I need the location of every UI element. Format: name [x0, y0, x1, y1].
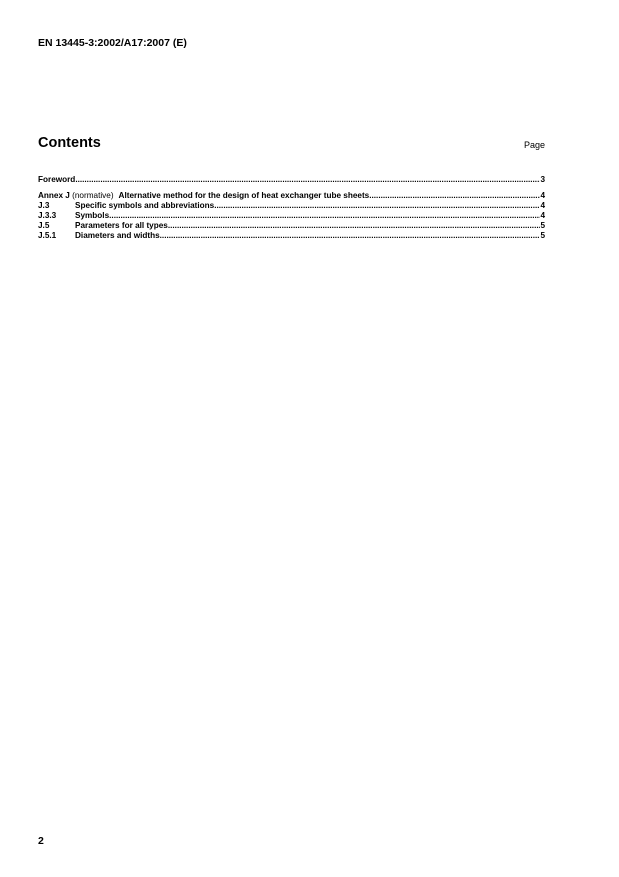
- document-header: EN 13445-3:2002/A17:2007 (E): [38, 37, 187, 49]
- toc-entry-number: J.3: [38, 201, 50, 210]
- toc-entry-annex-j[interactable]: [38, 191, 545, 201]
- toc-annex-label: [38, 191, 119, 201]
- toc-entry-title: Parameters for all types: [75, 221, 168, 230]
- toc-entry-title: Foreword: [38, 175, 76, 184]
- toc-entry-j3[interactable]: [38, 201, 545, 211]
- toc-leader-dots: [168, 221, 541, 231]
- toc-leader-dots: [75, 175, 540, 185]
- table-of-contents: [38, 175, 545, 241]
- toc-entry-page: 4: [540, 211, 545, 220]
- toc-entry-page: 4: [540, 201, 545, 210]
- toc-entry-number: J.3.3: [38, 211, 57, 220]
- page-column-label: Page: [523, 140, 545, 150]
- toc-leader-dots: [369, 191, 540, 201]
- annex-normative-note: (normative): [72, 191, 114, 200]
- toc-leader-dots: [214, 201, 540, 211]
- toc-entry-j5[interactable]: [38, 221, 545, 231]
- toc-entry-page: 4: [540, 191, 545, 200]
- toc-entry-page: 5: [540, 231, 545, 240]
- page-number: 2: [38, 835, 44, 847]
- toc-entry-page: 3: [540, 175, 545, 184]
- toc-entry-number: J.5: [38, 221, 50, 230]
- toc-entry-page: 5: [540, 221, 545, 230]
- toc-entry-title: Symbols: [75, 211, 110, 220]
- toc-entry-j5-1[interactable]: [38, 231, 545, 241]
- toc-entry-title: Diameters and widths: [75, 231, 160, 240]
- contents-heading: Contents: [38, 135, 101, 151]
- toc-entry-title: Specific symbols and abbreviations: [75, 201, 215, 210]
- toc-entry-title: Alternative method for the design of heat exchanger tube sheets: [118, 191, 370, 200]
- toc-entry-number: J.5.1: [38, 231, 57, 240]
- toc-entry-foreword[interactable]: [38, 175, 545, 185]
- annex-name: Annex J: [38, 191, 70, 200]
- toc-entry-j3-3[interactable]: [38, 211, 545, 221]
- toc-leader-dots: [160, 231, 541, 241]
- toc-leader-dots: [109, 211, 540, 221]
